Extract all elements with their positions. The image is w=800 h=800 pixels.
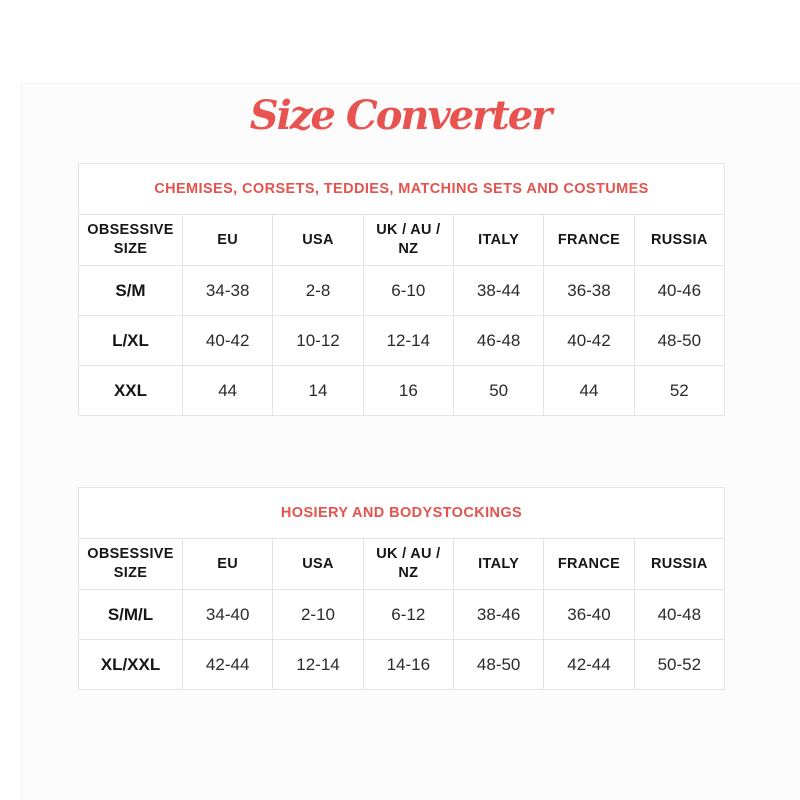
column-header-obsessive-size: OBSESSIVE SIZE	[79, 539, 183, 590]
table-header-row	[79, 539, 725, 590]
table-row	[79, 316, 725, 366]
table-row	[79, 266, 725, 316]
size-cell: 44	[544, 366, 634, 416]
size-cell: 50	[453, 366, 543, 416]
column-header-uk-au-nz: UK / AU / NZ	[363, 539, 453, 590]
size-table-hosiery	[78, 487, 725, 690]
size-cell: 38-44	[453, 266, 543, 316]
size-table-chemises	[78, 163, 725, 416]
column-header-usa: USA	[273, 215, 363, 266]
row-header: S/M/L	[79, 590, 183, 640]
size-cell: 46-48	[453, 316, 543, 366]
size-cell: 40-42	[183, 316, 273, 366]
size-cell: 38-46	[453, 590, 543, 640]
size-cell: 10-12	[273, 316, 363, 366]
size-cell: 2-8	[273, 266, 363, 316]
column-header-usa: USA	[273, 539, 363, 590]
size-cell: 14	[273, 366, 363, 416]
size-cell: 40-48	[634, 590, 724, 640]
size-cell: 2-10	[273, 590, 363, 640]
row-header: XL/XXL	[79, 640, 183, 690]
size-cell: 6-12	[363, 590, 453, 640]
table-caption: CHEMISES, CORSETS, TEDDIES, MATCHING SETS AND COSTUMES	[79, 164, 725, 215]
size-cell: 16	[363, 366, 453, 416]
column-header-italy: ITALY	[453, 539, 543, 590]
row-header: XXL	[79, 366, 183, 416]
size-cell: 48-50	[453, 640, 543, 690]
size-cell: 50-52	[634, 640, 724, 690]
table-row	[79, 366, 725, 416]
size-cell: 40-42	[544, 316, 634, 366]
size-cell: 40-46	[634, 266, 724, 316]
column-header-russia: RUSSIA	[634, 539, 724, 590]
column-header-france: FRANCE	[544, 215, 634, 266]
size-cell: 6-10	[363, 266, 453, 316]
column-header-france: FRANCE	[544, 539, 634, 590]
size-cell: 34-40	[183, 590, 273, 640]
table-caption: HOSIERY AND BODYSTOCKINGS	[79, 488, 725, 539]
row-header: L/XL	[79, 316, 183, 366]
table-row	[79, 590, 725, 640]
table-caption-row	[79, 164, 725, 215]
size-cell: 42-44	[544, 640, 634, 690]
table-row	[79, 640, 725, 690]
size-cell: 34-38	[183, 266, 273, 316]
column-header-eu: EU	[183, 539, 273, 590]
size-cell: 12-14	[363, 316, 453, 366]
table-caption-row	[79, 488, 725, 539]
size-cell: 44	[183, 366, 273, 416]
column-header-russia: RUSSIA	[634, 215, 724, 266]
column-header-italy: ITALY	[453, 215, 543, 266]
page-title: Size Converter	[249, 92, 551, 139]
size-cell: 52	[634, 366, 724, 416]
table-header-row	[79, 215, 725, 266]
column-header-uk-au-nz: UK / AU / NZ	[363, 215, 453, 266]
size-cell: 42-44	[183, 640, 273, 690]
size-cell: 36-38	[544, 266, 634, 316]
row-header: S/M	[79, 266, 183, 316]
size-cell: 48-50	[634, 316, 724, 366]
column-header-eu: EU	[183, 215, 273, 266]
size-cell: 36-40	[544, 590, 634, 640]
size-cell: 14-16	[363, 640, 453, 690]
column-header-obsessive-size: OBSESSIVE SIZE	[79, 215, 183, 266]
size-cell: 12-14	[273, 640, 363, 690]
